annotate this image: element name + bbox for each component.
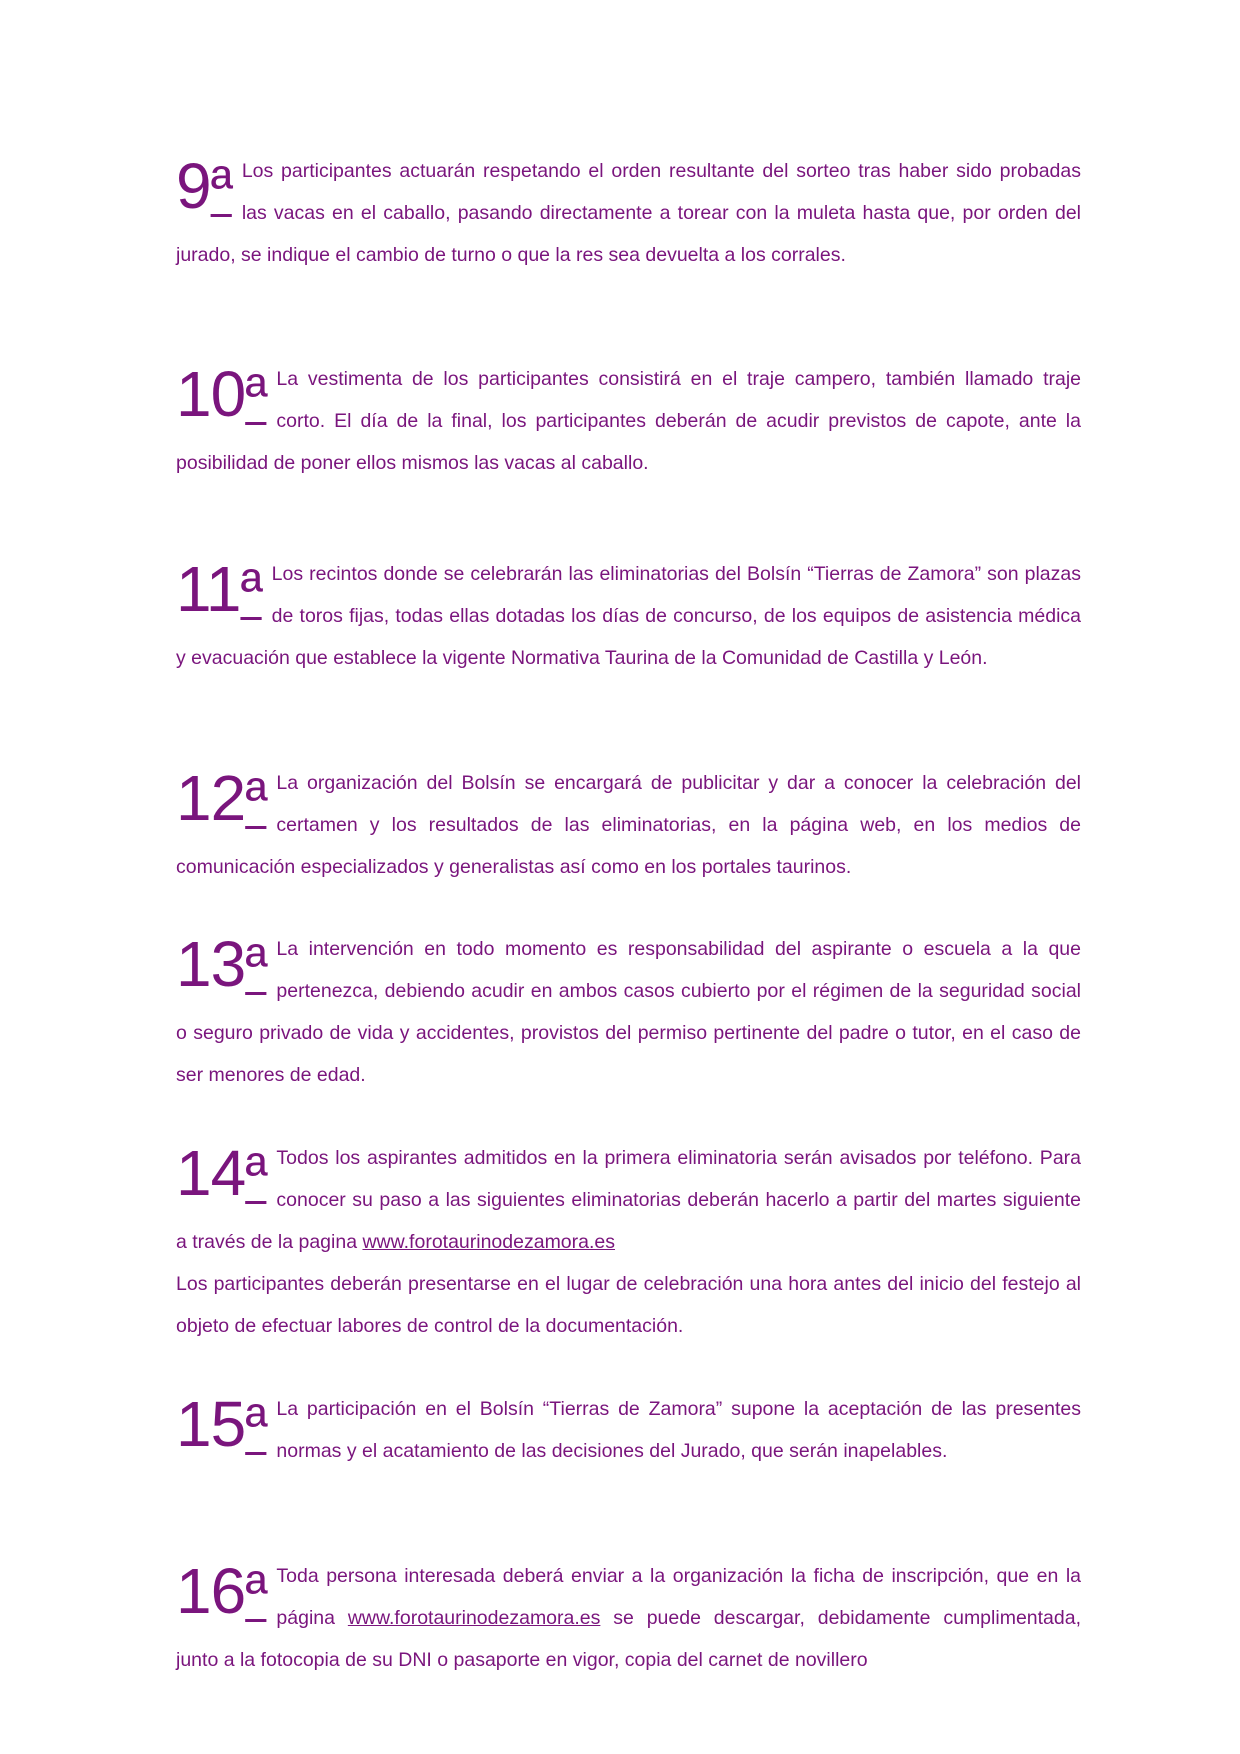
clause-number: 13ª — [176, 928, 267, 1000]
clause-number: 14ª — [176, 1137, 267, 1209]
clause-number: 16ª — [176, 1555, 267, 1627]
clause-text: Los recintos donde se celebrarán las eliminatorias del Bolsín “Tierras de Zamora” son plazas de toros fijas, todas ellas dotadas los días de concurso, de los equipos de asistencia médica y evacuación que establece la vigente Normativa Taurina de la Comunidad de Castilla y León. — [176, 563, 1081, 669]
clause-text: La participación en el Bolsín “Tierras de Zamora” supone la aceptación de las presentes normas y el acatamiento de las decisiones del Jurado, que serán inapelables. — [276, 1398, 1081, 1462]
website-link[interactable]: www.forotaurinodezamora.es — [362, 1231, 616, 1253]
clause-number: 12ª — [176, 762, 267, 834]
clause-13 — [176, 928, 1081, 1096]
clause-text: La intervención en todo momento es responsabilidad del aspirante o escuela a la que pertenezca, debiendo acudir en ambos casos cubierto por el régimen de la seguridad social o seguro privado de vida y accidentes, provistos del permiso pertinente del padre o tutor, en el caso de ser menores de edad. — [176, 938, 1081, 1086]
clause-text: La organización del Bolsín se encargará de publicitar y dar a conocer la celebración del certamen y los resultados de las eliminatorias, en la página web, en los medios de comunicación especializados y generalistas así como en los portales taurinos. — [176, 772, 1081, 878]
clause-number: 9ª — [176, 150, 232, 222]
clause-15 — [176, 1388, 1081, 1472]
clause-text: Los participantes actuarán respetando el orden resultante del sorteo tras haber sido probadas las vacas en el caballo, pasando directamente a torear con la muleta hasta que, por orden del jurado, se indique el cambio de turno o que la res sea devuelta a los corrales. — [176, 160, 1081, 266]
clause-9 — [176, 150, 1081, 276]
clause-12 — [176, 762, 1081, 888]
clause-text: Todos los aspirantes admitidos en la primera eliminatoria serán avisados por teléfono. Para conocer su paso a las siguientes eliminatorias deberán hacerlo a partir del martes siguiente a través de la pagina www.forotaurinodezamora.es — [176, 1147, 1081, 1253]
clause-10 — [176, 358, 1081, 484]
clause-number: 11ª — [176, 553, 262, 625]
clause-16 — [176, 1555, 1081, 1681]
clause-text-continued: Los participantes deberán presentarse en el lugar de celebración una hora antes del inicio del festejo al objeto de efectuar labores de control de la documentación. — [176, 1273, 1081, 1337]
clause-text: La vestimenta de los participantes consistirá en el traje campero, también llamado traje corto. El día de la final, los participantes deberán de acudir previstos de capote, ante la posibilidad de poner ellos mismos las vacas al caballo. — [176, 368, 1081, 474]
clause-11 — [176, 553, 1081, 679]
clause-number: 15ª — [176, 1388, 267, 1460]
clause-text: Toda persona interesada deberá enviar a la organización la ficha de inscripción, que en la página www.forotaurinodezamora.es se puede descargar, debidamente cumplimentada, junto a la fotocopia de su DNI o pasaporte en vigor, copia del carnet de novillero — [176, 1565, 1081, 1671]
website-link[interactable]: www.forotaurinodezamora.es — [347, 1607, 601, 1629]
clause-14 — [176, 1137, 1081, 1347]
clause-number: 10ª — [176, 358, 267, 430]
